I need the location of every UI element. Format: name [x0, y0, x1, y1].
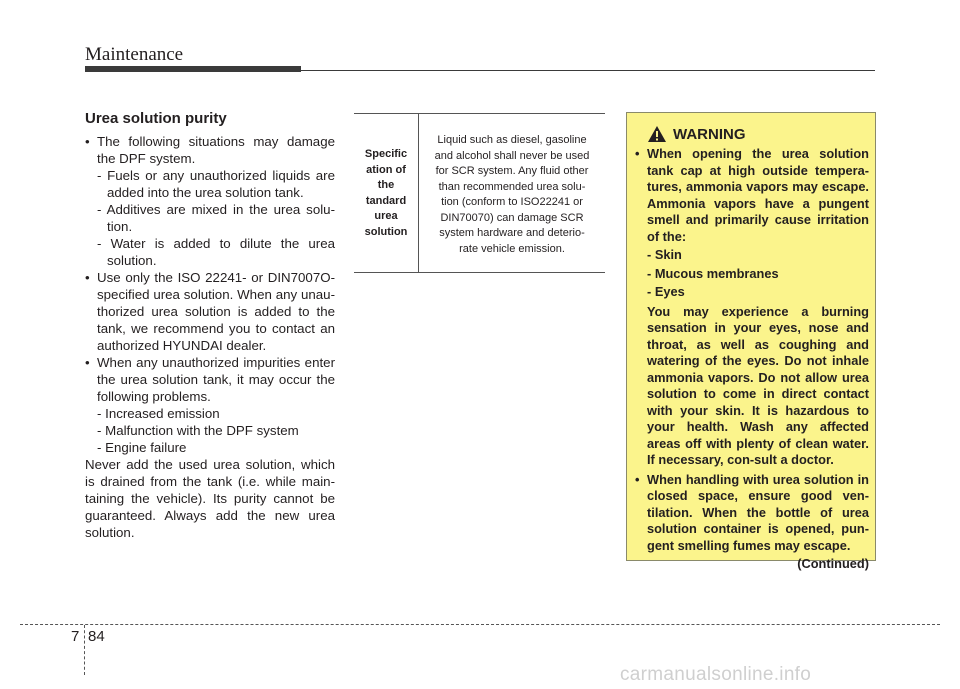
chapter-number: 7	[71, 628, 80, 645]
warning-sub-item: - Eyes	[647, 284, 685, 299]
warning-bullet: • When opening the urea solution tank cap at high outside tempera-tures, ammonia vapors may escape. Ammonia vapors have a pungent smell and primarily cause irritation of the:	[635, 146, 869, 244]
warning-bullet: • When handling with urea solution in closed space, ensure good ven-tilation. When the bottle of urea solution container is opened, pun-gent smelling fumes may escape.	[635, 471, 869, 553]
continued-label: (Continued)	[797, 556, 869, 571]
bullet-item: • The following situations may damage the DPF system.	[85, 134, 335, 166]
table-term: Specific ation of the tandard urea solution	[364, 148, 408, 238]
warning-paragraph: You may experience a burning sensation in your eyes, nose and throat, as well as coughing and watering of the eyes. Do not inhale ammonia vapors. Do not allow urea solution to come in direct contact with your skin. It is hazardous to your health. Wash any affected areas off with plenty of clean water. If necessary, con-sult a doctor.	[647, 303, 869, 467]
bullet-dot-icon: •	[85, 134, 90, 149]
warning-body	[635, 146, 869, 573]
warning-sub-item: - Mucous membranes	[647, 265, 779, 281]
footer-dashed-divider	[84, 625, 85, 675]
warning-header	[647, 125, 746, 143]
sub-item: - Additives are mixed in the urea solu-tion.	[97, 202, 335, 234]
sub-item: - Increased emission	[97, 406, 220, 421]
header-title: Maintenance	[85, 44, 184, 65]
body-paragraph: Never add the used urea solution, which is drained from the tank (i.e. while main-taining the vehicle). Its purity cannot be guaranteed. Always add the new urea solution.	[85, 457, 335, 540]
definition-table	[354, 113, 605, 273]
bullet-item: • Use only the ISO 22241- or DIN7007O-specified urea solution. When any unau-thorized urea solution is added to the tank, we recommend you to contact an authorized HYUNDAI dealer.	[85, 270, 335, 353]
sub-item: - Fuels or any unauthorized liquids are added into the urea solution tank.	[97, 168, 335, 200]
page-number: 84	[88, 628, 105, 645]
sub-item: - Engine failure	[97, 440, 187, 455]
header-rule	[301, 70, 875, 71]
sub-item: - Water is added to dilute the urea solution.	[97, 236, 335, 268]
bullet-dot-icon: •	[635, 471, 640, 487]
bullet-dot-icon: •	[85, 355, 90, 370]
bullet-dot-icon: •	[85, 270, 90, 285]
watermark: carmanualsonline.info	[620, 664, 812, 685]
table-definition: Liquid such as diesel, gasoline and alcohol shall never be used for SCR system. Any fluid other than recommended urea solu- tion (conform to ISO22241 or DIN70070) can damage SCR system hardware and deterio- rate vehicle emission.	[434, 134, 590, 255]
table-divider	[418, 114, 419, 272]
footer-dashed-rule	[20, 624, 940, 625]
warning-title: WARNING	[673, 125, 746, 143]
bullet-dot-icon: •	[635, 146, 640, 161]
left-column	[85, 110, 335, 541]
warning-box	[626, 112, 876, 571]
warning-triangle-icon	[647, 125, 667, 143]
sub-item: - Malfunction with the DPF system	[97, 423, 299, 438]
warning-sub-item: - Skin	[647, 247, 682, 262]
bullet-item: • When any unauthorized impurities enter the urea solution tank, it may occur the following problems.	[85, 355, 335, 404]
section-title: Urea solution purity	[85, 110, 227, 127]
header-bar	[85, 66, 301, 72]
